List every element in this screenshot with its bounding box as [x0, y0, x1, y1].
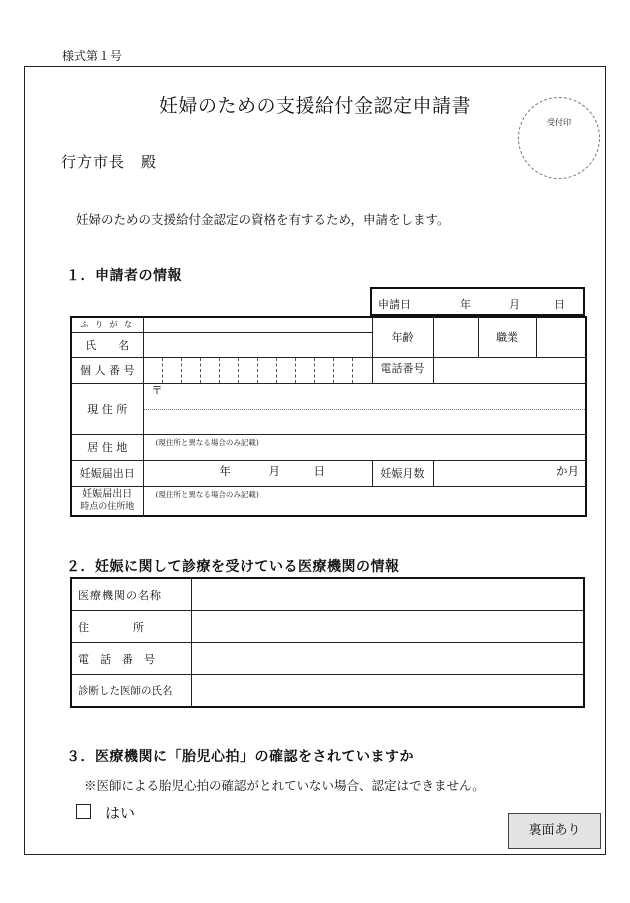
- institution-phone-input[interactable]: [191, 643, 584, 675]
- address-at-report-note[interactable]: (現住所と異なる場合のみ記載): [143, 486, 586, 516]
- occupation-input[interactable]: [536, 317, 586, 357]
- phone-label: 電話番号: [372, 357, 433, 383]
- address-at-report-label-line2: 時点の住所地: [80, 501, 135, 512]
- application-day-unit: 日: [554, 298, 565, 311]
- institution-address-label: 住 所: [71, 611, 191, 643]
- application-statement: 妊婦のための支援給付金認定の資格を有するため，申請をします。: [76, 212, 450, 227]
- institution-name-label: 医療機関の名称: [71, 578, 191, 611]
- pregnancy-report-date-label: 妊娠届出日: [71, 460, 143, 486]
- pregnancy-months-input[interactable]: [433, 460, 586, 486]
- yes-option[interactable]: [76, 802, 135, 823]
- residence-label: 居 住 地: [71, 434, 143, 460]
- occupation-label: 職業: [478, 317, 536, 357]
- section1-heading: １．申請者の情報: [66, 268, 182, 284]
- application-date-label: 申請日: [378, 298, 411, 311]
- application-date-field[interactable]: [370, 287, 585, 316]
- postal-mark: 〒: [144, 384, 586, 410]
- residence-note[interactable]: (現住所と異なる場合のみ記載): [143, 434, 586, 460]
- report-year-unit: 年: [219, 463, 231, 478]
- furigana-input[interactable]: [143, 317, 372, 332]
- doctor-name-label: 診断した医師の氏名: [71, 675, 191, 708]
- form-title: 妊婦のための支援給付金認定申請書: [158, 95, 471, 117]
- phone-input[interactable]: [433, 357, 586, 383]
- address-at-report-label-line1: 妊娠届出日: [82, 488, 133, 500]
- back-side-indicator: 裏面あり: [508, 813, 601, 849]
- my-number-label: 個 人 番 号: [71, 357, 143, 383]
- application-year-unit: 年: [460, 298, 471, 311]
- section2-heading: ２．妊娠に関して診療を受けている医療機関の情報: [66, 559, 400, 575]
- institution-phone-label: 電 話 番 号: [71, 643, 191, 675]
- furigana-label: ふ り が な: [71, 317, 143, 332]
- report-month-unit: 月: [268, 463, 280, 478]
- pregnancy-report-date-input[interactable]: [143, 460, 372, 486]
- institution-name-input[interactable]: [191, 578, 584, 611]
- doctor-name-input[interactable]: [191, 675, 584, 708]
- application-month-unit: 月: [509, 298, 520, 311]
- medical-institution-table: [70, 577, 585, 708]
- reception-stamp-area: [518, 97, 600, 179]
- addressee: 行方市長 殿: [61, 153, 158, 171]
- address-at-report-label: [71, 486, 143, 516]
- heartbeat-warning: ※医師による胎児心拍の確認がとれていない場合、認定はできません。: [84, 778, 485, 793]
- stamp-label: 受付印: [547, 118, 571, 127]
- current-address-input[interactable]: [143, 383, 586, 434]
- applicant-info-table: [70, 316, 587, 517]
- name-label: 氏 名: [71, 332, 143, 357]
- age-input[interactable]: [433, 317, 478, 357]
- report-day-unit: 日: [313, 463, 325, 478]
- months-unit: か月: [556, 463, 579, 478]
- yes-label: はい: [105, 804, 136, 822]
- age-label: 年齢: [372, 317, 433, 357]
- name-input[interactable]: [143, 332, 372, 357]
- my-number-input[interactable]: [143, 357, 372, 383]
- yes-checkbox[interactable]: [76, 804, 91, 819]
- section3-heading: ３．医療機関に「胎児心拍」の確認をされていますか: [66, 749, 414, 765]
- current-address-label: 現 住 所: [71, 383, 143, 434]
- institution-address-input[interactable]: [191, 611, 584, 643]
- form-number: 様式第１号: [62, 49, 123, 63]
- pregnancy-months-label: 妊娠月数: [372, 460, 433, 486]
